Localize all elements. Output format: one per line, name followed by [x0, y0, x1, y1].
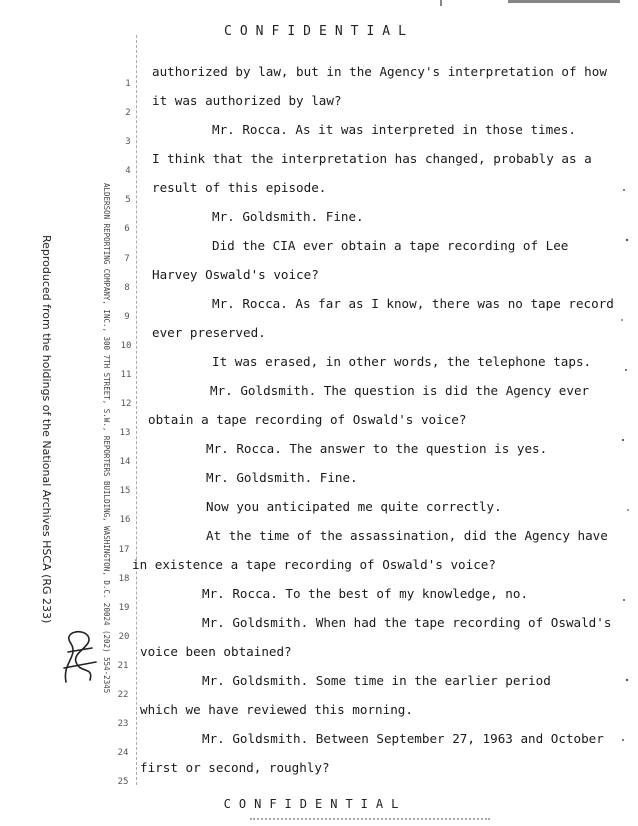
line-number: 4	[125, 166, 131, 176]
line-number: 15	[119, 486, 131, 496]
line-number: 11	[120, 370, 132, 380]
handwritten-initials	[58, 622, 100, 690]
transcript-line: It was erased, in other words, the telephone taps.	[212, 354, 592, 369]
page-header: CONFIDENTIAL	[224, 24, 414, 39]
transcript-line: result of this episode.	[152, 180, 327, 195]
transcript-line: Mr. Goldsmith. Between September 27, 1963 and October	[202, 731, 604, 746]
transcript-line: Mr. Goldsmith. Fine.	[212, 209, 364, 224]
margin-rule	[136, 35, 137, 785]
line-number: 21	[117, 661, 129, 671]
transcript-line: which we have reviewed this morning.	[140, 702, 413, 717]
transcript-line: Mr. Rocca. As far as I know, there was no tape record	[212, 296, 614, 311]
transcript-line: Mr. Goldsmith. When had the tape recording of Oswald's	[202, 615, 612, 630]
bottom-mark	[250, 818, 490, 826]
line-number: 5	[125, 195, 131, 205]
line-number: 2	[125, 108, 131, 118]
transcript-line: in existence a tape recording of Oswald's voice?	[132, 557, 496, 572]
line-number: 17	[118, 545, 130, 555]
transcript-line: Mr. Goldsmith. Fine.	[206, 470, 358, 485]
archive-stamp: Reproduced from the holdings of the National Archives HSCA (RG 233)	[40, 235, 53, 624]
transcript-line: voice been obtained?	[140, 644, 292, 659]
transcript-line: Did the CIA ever obtain a tape recording of Lee	[212, 238, 569, 253]
transcript-line: Mr. Rocca. As it was interpreted in those times.	[212, 122, 576, 137]
transcript-line: authorized by law, but in the Agency's interpretation of how	[152, 64, 607, 79]
transcript-line: Mr. Goldsmith. The question is did the Agency ever	[210, 383, 590, 398]
line-number: 19	[118, 603, 130, 613]
transcript-line: it was authorized by law?	[152, 93, 342, 108]
line-number: 14	[119, 457, 131, 467]
line-number: 25	[117, 777, 129, 787]
line-number: 1	[125, 79, 131, 89]
line-number: 12	[120, 399, 132, 409]
top-mark	[440, 0, 452, 6]
top-scrawl-mark	[508, 0, 620, 11]
line-number: 10	[120, 341, 132, 351]
line-number: 16	[119, 515, 131, 525]
line-number: 8	[124, 283, 130, 293]
transcript-line: Mr. Rocca. To the best of my knowledge, no.	[202, 586, 529, 601]
transcript-line: first or second, roughly?	[140, 760, 330, 775]
page-footer: CONFIDENTIAL	[223, 797, 407, 811]
transcript-line: I think that the interpretation has changed, probably as a	[152, 151, 592, 166]
line-number: 24	[117, 748, 129, 758]
reporter-stamp: ALDERSON REPORTING COMPANY, INC., 300 7TH STREET, S.W., REPORTERS BUILDING, WASHINGTON, D.C. 20024 (202) 554-2345	[102, 183, 111, 694]
line-number: 13	[119, 428, 131, 438]
transcript-line: obtain a tape recording of Oswald's voice?	[148, 412, 467, 427]
transcript-line: ever preserved.	[152, 325, 266, 340]
edge-speckle	[618, 180, 632, 780]
transcript-line: Harvey Oswald's voice?	[152, 267, 319, 282]
line-number: 20	[118, 632, 130, 642]
transcript-line: At the time of the assassination, did the Agency have	[206, 528, 608, 543]
line-number: 7	[124, 254, 130, 264]
line-number: 18	[118, 574, 130, 584]
line-number: 3	[125, 137, 131, 147]
transcript-line: Mr. Goldsmith. Some time in the earlier period	[202, 673, 551, 688]
line-number: 22	[117, 690, 129, 700]
line-number: 23	[117, 719, 129, 729]
line-number: 6	[124, 224, 130, 234]
line-number: 9	[124, 312, 130, 322]
transcript-line: Now you anticipated me quite correctly.	[206, 499, 502, 514]
transcript-line: Mr. Rocca. The answer to the question is yes.	[206, 441, 548, 456]
